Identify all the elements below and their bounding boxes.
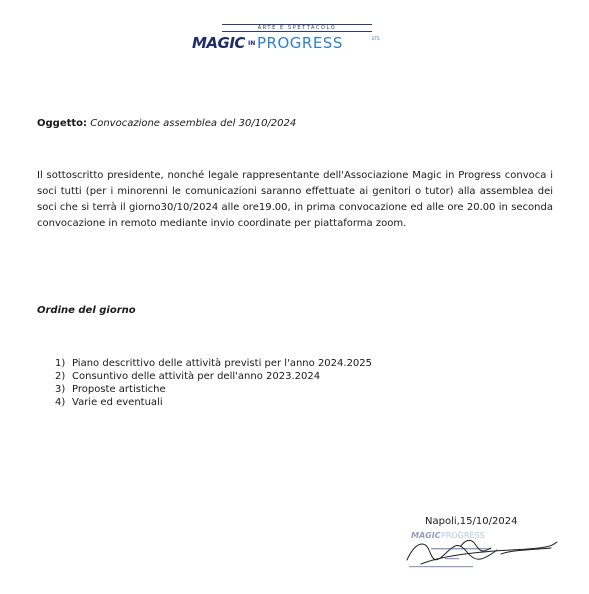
agenda-item-number: 4) [55, 397, 66, 408]
place-and-date: Napoli,15/10/2024 [425, 516, 518, 527]
agenda-item-text: Consuntivo delle attività per dell'anno 2023.2024 [72, 371, 321, 382]
agenda-item-text: Piano descrittivo delle attività previsti per l'anno 2024.2025 [72, 358, 373, 369]
agenda-item-text: Varie ed eventuali [72, 397, 163, 408]
stamp-and-signature [401, 520, 561, 578]
subject-line [37, 118, 557, 129]
agenda-item-number: 1) [55, 358, 66, 369]
agenda-item-text: Proposte artistiche [72, 384, 166, 395]
logo-ets-mark: ETS [372, 36, 380, 41]
agenda-item [55, 396, 372, 409]
agenda-item-number: 3) [55, 384, 66, 395]
signature-icon [407, 540, 557, 564]
agenda-item [55, 370, 372, 383]
agenda-item-number: 2) [55, 371, 66, 382]
convocation-paragraph: Il sottoscritto presidente, nonché legale rappresentante dell'Associazione Magic in Progress convoca i soci tutti (per i minorenni le comunicazioni saranno effettuate ai genitori o tutor) alla assemblea dei soci che si terrà il giorno30/10/2024 alle ore19.00, in prima convocazione ed alle ore 20.00 in seconda convocazione in remoto mediante invio coordinate per piattaforma zoom. [37, 170, 553, 229]
agenda-item [55, 357, 372, 370]
svg-text:MAGIC: MAGIC [411, 531, 441, 540]
agenda-item [55, 383, 372, 396]
subject-label: Oggetto: [37, 118, 88, 129]
logo-tagline: ARTE E SPETTACOLO [222, 24, 372, 32]
agenda-title: Ordine del giorno [37, 305, 136, 316]
svg-text:PROGRESS: PROGRESS [441, 531, 485, 540]
logo-progress-word: PROGRESS [257, 34, 343, 52]
agenda-list [55, 357, 372, 409]
logo-magic-word: MAGIC [192, 34, 245, 52]
logo-in-word: IN [248, 40, 256, 47]
association-logo [192, 24, 402, 60]
subject-value: Convocazione assemblea del 30/10/2024 [90, 118, 297, 129]
